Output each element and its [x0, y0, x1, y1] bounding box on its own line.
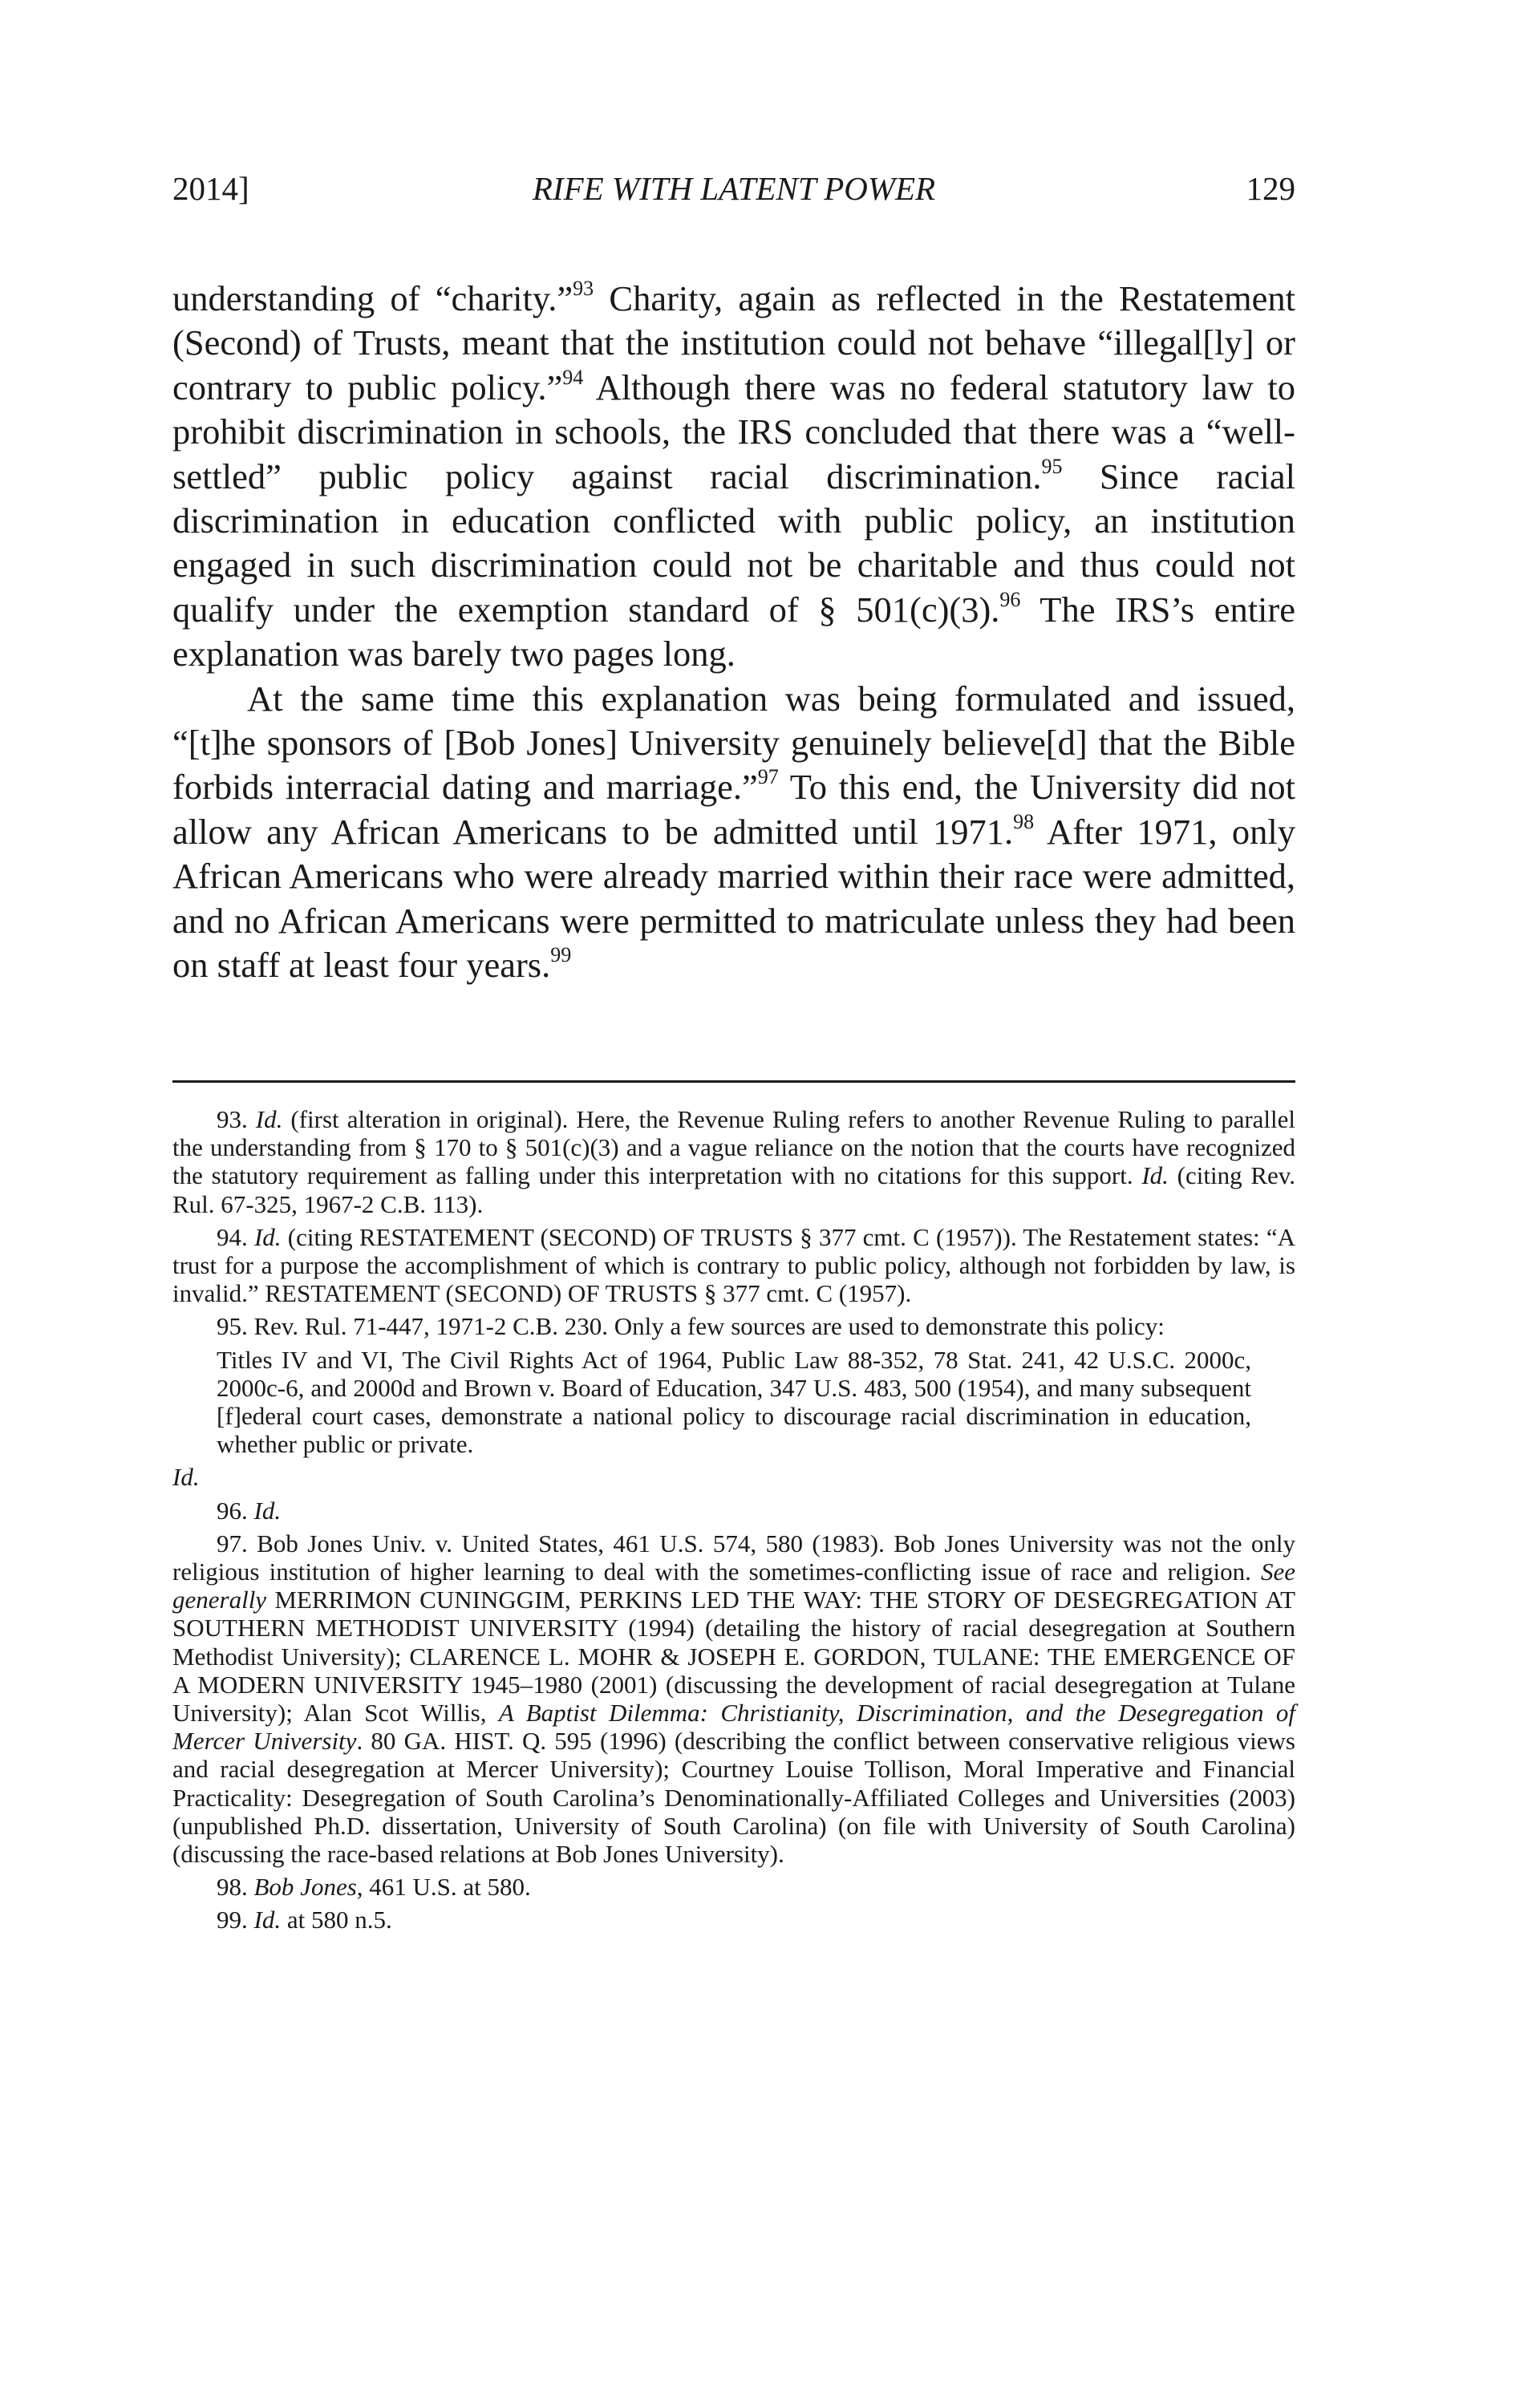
paragraph-1: understanding of “charity.”$^{93}$ Charity, again as reflected in the Restatement (Second) of Trusts, meant that the institution could not behave “illegal[ly] or contrary to public policy.”$^{94}$ Although there was no federal statutory law to prohibit discrimination in schools, the IRS concluded that there was a “well-settled” public policy against racial discrimination.$^{95}$ Since racial discrimination in education conflicted with public policy, an institution engaged in such discrimination could not be charitable and thus could not qualify under the exemption standard of § 501(c)(3).$^{96}$ The IRS’s entire explanation was barely two pages long. — [172, 277, 1295, 674]
running-title: RIFE WITH LATENT POWER — [532, 170, 936, 207]
footnote-96: 96. Id. — [217, 1496, 282, 1525]
footnote-ref-97[interactable]: 97 — [757, 765, 779, 789]
footnote-97: 97. Bob Jones Univ. v. United States, 461 U.S. 574, 580 (1983). Bob Jones University was not the only religious institution of higher learning to deal with the sometimes-conflicting issue of race and religion. See generally MERRIMON CUNINGGIM, PERKINS LED THE WAY: THE STORY OF DESEGREGATION AT SOUTHERN METHODIST UNIVERSITY (1994) (detailing the history of racial desegregation at Southern Methodist University); CLARENCE L. MOHR & JOSEPH E. GORDON, TULANE: THE EMERGENCE OF A MODERN UNIVERSITY 1945–1980 (2001) (discussing the development of racial desegregation at Tulane University); Alan Scot Willis, A Baptist Dilemma: Christianity, Discrimination, and the Desegregation of Mercer University. 80 GA. HIST. Q. 595 (1996) (describing the conflict between conservative religious views and racial desegregation at Mercer University); Courtney Louise Tollison, Moral Imperative and Financial Practicality: Desegregation of South Carolina’s Denominationally-Affiliated Colleges and Universities (2003) (unpublished Ph.D. dissertation, University of South Carolina) (on file with University of South Carolina) (discussing the race-based relations at Bob Jones University). — [172, 1529, 1295, 1869]
footnote-99: 99. Id. at 580 n.5. — [217, 1906, 392, 1934]
footnote-ref-93[interactable]: 93 — [573, 277, 594, 300]
footnote-95-block-quote: Titles IV and VI, The Civil Rights Act of 1964, Public Law 88-352, 78 Stat. 241, 42 U.S.C. 2000c, 2000c-6, and 2000d and Brown v. Board of Education, 347 U.S. 483, 500 (1954), and many subsequent [f]ederal court cases, demonstrate a national policy to discourage racial discrimination in education, whether public or private. — [217, 1345, 1251, 1459]
paragraph-2: At the same time this explanation was being formulated and issued, “[t]he sponsors of [Bob Jones] University genuinely believe[d] that the Bible forbids interracial dating and marriage.”$^{97}$ To this end, the University did not allow any African Americans to be admitted until 1971.98 After 1971, only African Americans who were already married within their race were admitted, and no African Americans were permitted to matriculate unless they had been on staff at least four years.$^{99}$ — [172, 678, 1296, 986]
footnote-ref-95[interactable]: 95 — [1041, 454, 1063, 478]
volume-year: 2014] — [172, 170, 249, 207]
footnote-ref-96[interactable]: 96 — [999, 587, 1021, 611]
footnote-divider — [172, 1080, 1295, 1083]
footnote-95: 95. Rev. Rul. 71-447, 1971-2 C.B. 230. Only a few sources are used to demonstrate this policy: — [217, 1312, 1165, 1341]
footnote-94: 94. Id. (citing RESTATEMENT (SECOND) OF TRUSTS § 377 cmt. C (1957)). The Restatement states: “A trust for a purpose the accomplishment of which is contrary to public policy, although not forbidden by law, is invalid.” RESTATEMENT (SECOND) OF TRUSTS § 377 cmt. C (1957). — [172, 1222, 1296, 1308]
footnote-ref-94[interactable]: 94 — [562, 365, 584, 389]
footnote-93: 93. Id. (first alteration in original). Here, the Revenue Ruling refers to another Revenue Ruling to parallel the understanding from § 170 to § 501(c)(3) and a vague reliance on the notion that the courts have recognized the statutory requirement as falling under this interpretation with no citations for this support. Id. (citing Rev. Rul. 67-325, 1967-2 C.B. 113). — [172, 1105, 1296, 1218]
running-head — [172, 164, 1295, 213]
footnote-98: 98. Bob Jones, 461 U.S. at 580. — [217, 1873, 531, 1902]
footnotes — [172, 1105, 1295, 1939]
body-text — [172, 277, 1295, 988]
page-number: 129 — [1246, 170, 1295, 207]
footnote-ref-99[interactable]: 99 — [550, 943, 572, 967]
footnote-ref-98[interactable]: 98 — [1013, 809, 1035, 833]
footnote-95-citation: Id. — [172, 1463, 200, 1492]
